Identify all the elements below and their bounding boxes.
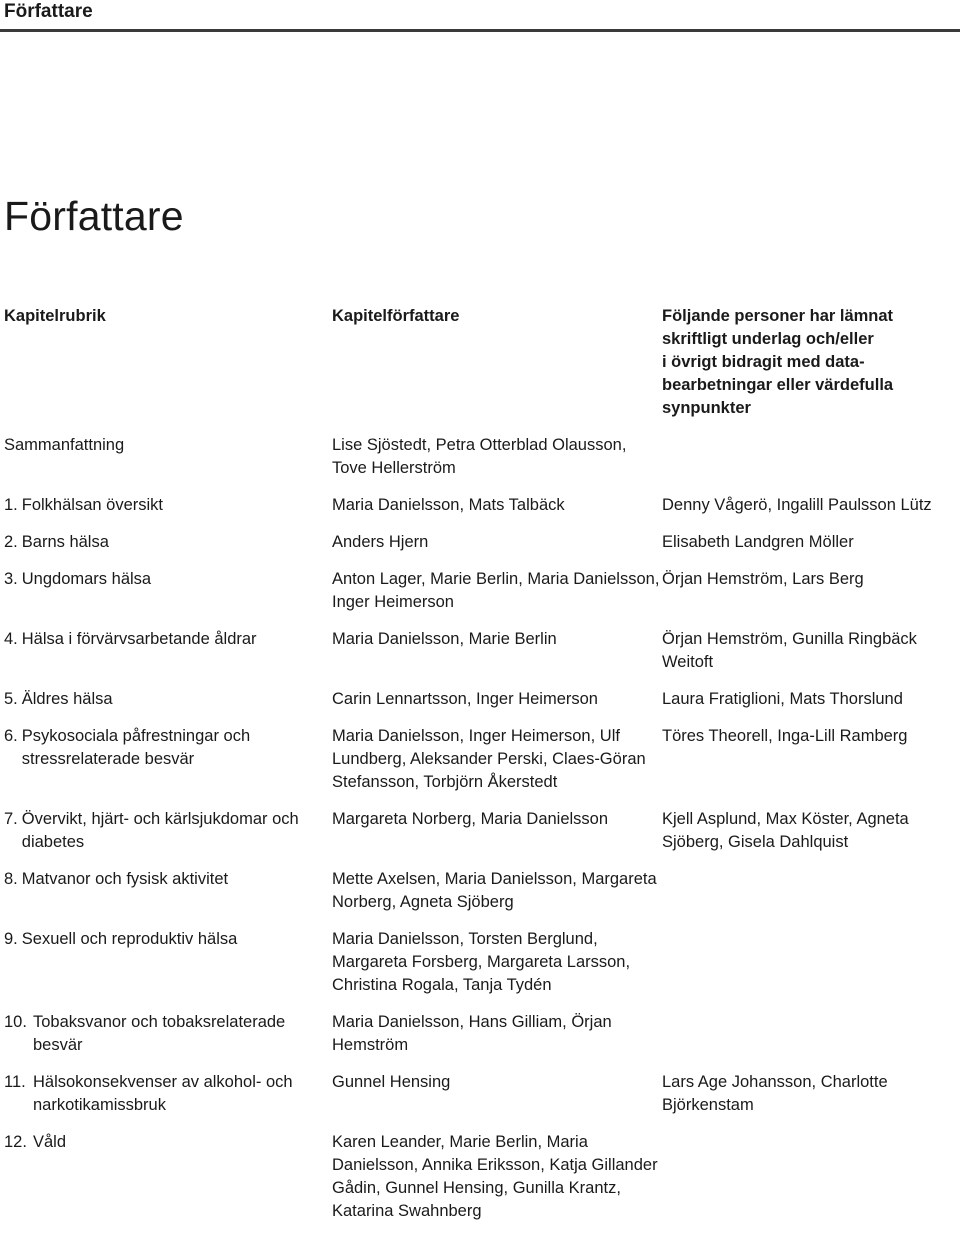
table-row [4, 1071, 956, 1131]
chapter-number: 2. [4, 533, 18, 551]
table-row [4, 531, 956, 568]
contributors-cell: Laura Fratiglioni, Mats Thorslund [662, 690, 903, 708]
chapter-title: Folkhälsan översikt [21, 496, 163, 514]
chapter-cell [4, 808, 332, 868]
chapter-authors-cell: Karen Leander, Marie Berlin, Maria Danielsson, Annika Eriksson, Katja Gillander Gådin, Gunnel Hensing, Gunilla Krantz, Katarina Swahnberg [332, 1133, 658, 1220]
chapter-authors-cell: Anton Lager, Marie Berlin, Maria Danielsson, Inger Heimerson [332, 570, 660, 611]
chapter-title: Matvanor och fysisk aktivitet [21, 870, 229, 888]
table-header-row [4, 305, 956, 434]
chapter-title: Ungdomars hälsa [21, 570, 152, 588]
chapter-authors-cell: Margareta Norberg, Maria Danielsson [332, 810, 609, 828]
chapter-authors-cell: Carin Lennartsson, Inger Heimerson [332, 690, 598, 708]
chapter-title: Barns hälsa [21, 533, 109, 551]
page-title: Författare [4, 193, 184, 240]
chapter-heading [4, 531, 332, 554]
chapter-authors-cell: Maria Danielsson, Torsten Berglund, Margareta Forsberg, Margareta Larsson, Christina Rogala, Tanja Tydén [332, 930, 631, 994]
chapter-title: Sexuell och reproduktiv hälsa [21, 930, 238, 948]
chapter-authors-cell: Maria Danielsson, Mats Talbäck [332, 496, 565, 514]
column-header-chapter: Kapitelrubrik [4, 307, 106, 325]
chapter-authors-cell: Gunnel Hensing [332, 1073, 451, 1091]
header-rule [0, 29, 960, 32]
chapter-cell [4, 688, 332, 725]
chapter-number: 5. [4, 690, 18, 708]
chapter-number: 11. [4, 1073, 26, 1091]
contributors-cell [662, 1011, 956, 1071]
chapter-heading [4, 1131, 332, 1154]
contributors-cell [662, 928, 956, 1011]
chapter-cell [4, 434, 332, 494]
authors-table [4, 305, 956, 1237]
chapter-authors-cell: Maria Danielsson, Inger Heimerson, Ulf Lundberg, Aleksander Perski, Claes-Göran Stefansson, Torbjörn Åkerstedt [332, 727, 646, 791]
contributors-cell [662, 434, 956, 494]
chapter-title: Hälsokonsekvenser av alkohol- och narkotikamissbruk [33, 1073, 293, 1114]
contributors-cell: Töres Theorell, Inga-Lill Ramberg [662, 727, 908, 745]
chapter-title: Våld [33, 1133, 67, 1151]
chapter-authors-cell: Maria Danielsson, Hans Gilliam, Örjan Hemström [332, 1013, 612, 1054]
chapter-authors-cell: Maria Danielsson, Marie Berlin [332, 630, 557, 648]
chapter-heading [4, 688, 332, 711]
chapter-cell [4, 494, 332, 531]
table-row [4, 928, 956, 1011]
table-row [4, 725, 956, 808]
chapter-cell [4, 1071, 332, 1131]
table-row [4, 434, 956, 494]
table-row [4, 494, 956, 531]
table-row [4, 808, 956, 868]
chapter-number: 1. [4, 496, 18, 514]
chapter-authors-cell: Anders Hjern [332, 533, 429, 551]
chapter-cell [4, 568, 332, 628]
chapter-heading [4, 1071, 332, 1117]
contributors-cell: Örjan Hemström, Gunilla Ringbäck Weitoft [662, 630, 917, 671]
chapter-cell [4, 868, 332, 928]
chapter-title: Hälsa i förvärvsarbetande åldrar [21, 630, 257, 648]
chapter-cell [4, 531, 332, 568]
chapter-number: 8. [4, 870, 18, 888]
chapter-cell [4, 1131, 332, 1237]
chapter-heading [4, 1011, 332, 1057]
chapter-number: 9. [4, 930, 18, 948]
table-row [4, 1011, 956, 1071]
contributors-cell: Örjan Hemström, Lars Berg [662, 570, 864, 588]
chapter-number: 6. [4, 727, 18, 745]
contributors-cell [662, 1131, 956, 1237]
chapter-heading [4, 928, 332, 951]
running-header-title: Författare [4, 1, 93, 22]
chapter-number: 7. [4, 810, 18, 828]
chapter-cell [4, 725, 332, 808]
chapter-authors-cell: Mette Axelsen, Maria Danielsson, Margareta Norberg, Agneta Sjöberg [332, 870, 657, 911]
table-row [4, 688, 956, 725]
chapter-title: Sammanfattning [4, 436, 125, 454]
table-row [4, 868, 956, 928]
chapter-title: Psykosociala påfrestningar och stressrelaterade besvär [21, 727, 251, 768]
chapter-title: Övervikt, hjärt- och kärlsjukdomar och diabetes [21, 810, 299, 851]
contributors-cell [662, 868, 956, 928]
chapter-number: 10. [4, 1013, 27, 1031]
column-header-contributors: Följande personer har lämnat skriftligt underlag och/eller i övrigt bidragit med data- bearbetningar eller värdefulla synpunkter [662, 307, 894, 417]
table-row [4, 568, 956, 628]
chapter-title: Tobaksvanor och tobaksrelaterade besvär [33, 1013, 286, 1054]
contributors-cell: Lars Age Johansson, Charlotte Björkenstam [662, 1073, 888, 1114]
chapter-number: 4. [4, 630, 18, 648]
chapter-heading [4, 725, 332, 771]
chapter-cell [4, 1011, 332, 1071]
chapter-heading [4, 808, 332, 854]
chapter-title: Äldres hälsa [21, 690, 113, 708]
table-row [4, 628, 956, 688]
chapter-heading [4, 494, 332, 517]
column-header-authors: Kapitelförfattare [332, 307, 460, 325]
chapter-heading [4, 628, 332, 651]
contributors-cell: Elisabeth Landgren Möller [662, 533, 854, 551]
chapter-cell [4, 628, 332, 688]
contributors-cell: Denny Vågerö, Ingalill Paulsson Lütz [662, 496, 932, 514]
chapter-number: 3. [4, 570, 18, 588]
chapter-number: 12. [4, 1133, 27, 1151]
chapter-authors-cell: Lise Sjöstedt, Petra Otterblad Olausson, Tove Hellerström [332, 436, 627, 477]
chapter-heading [4, 868, 332, 891]
contributors-cell: Kjell Asplund, Max Köster, Agneta Sjöberg, Gisela Dahlquist [662, 810, 909, 851]
chapter-heading [4, 568, 332, 591]
chapter-cell [4, 928, 332, 1011]
table-row [4, 1131, 956, 1237]
